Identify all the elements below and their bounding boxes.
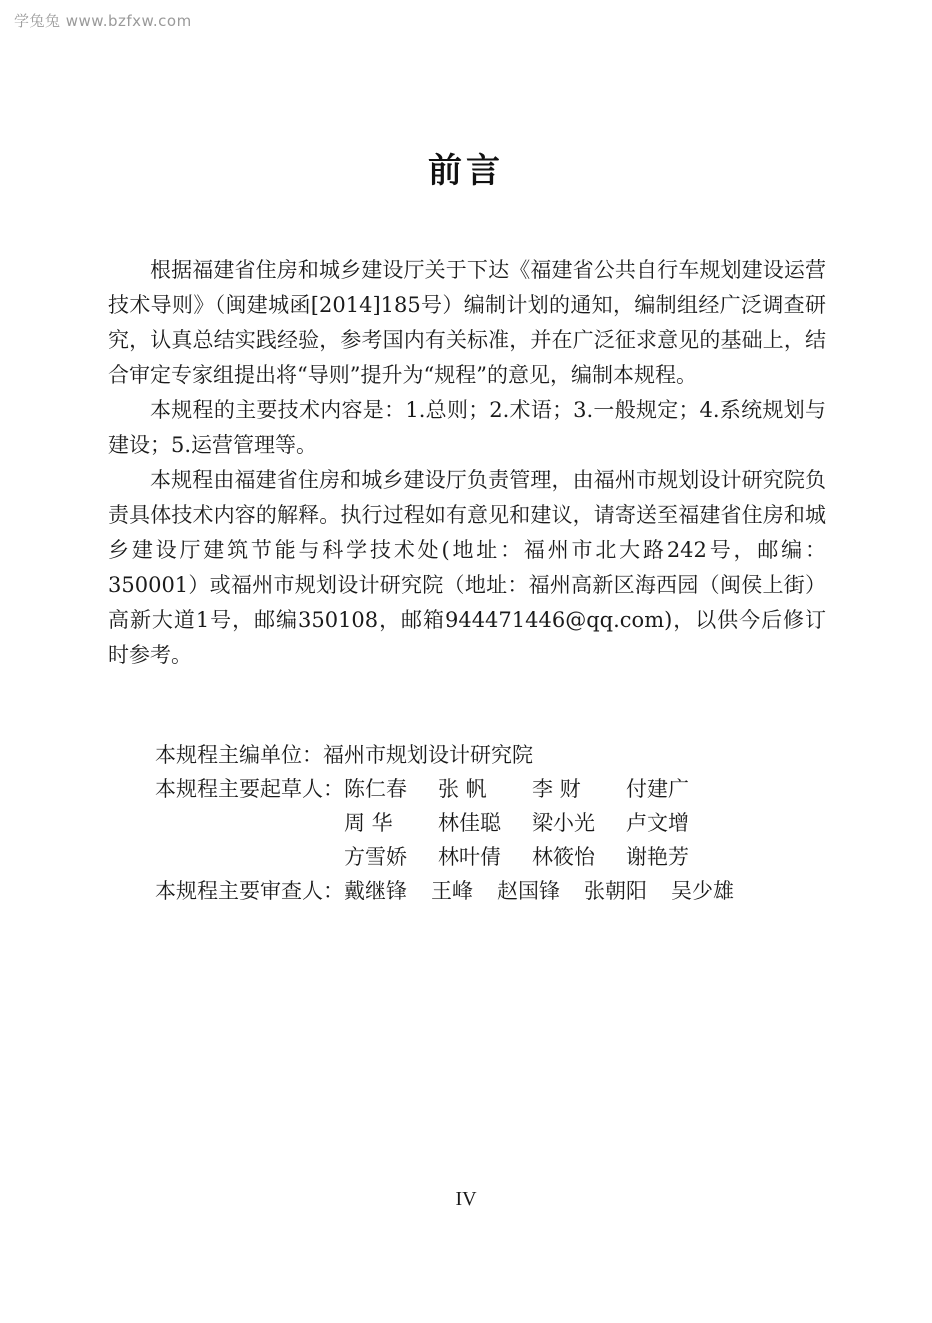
reviewer-name: 张朝阳 xyxy=(584,879,647,903)
paragraph-1: 根据福建省住房和城乡建设厅关于下达《福建省公共自行车规划建设运营技术导则》（闽建城函[2014]185号）编制计划的通知，编制组经广泛调查研究，认真总结实践经验，参考国内有关标准，并在广泛征求意见的基础上，结合审定专家组提出将“导则”提升为“规程”的意见，编制本规程。 xyxy=(108,258,826,387)
reviewer-name: 王峰 xyxy=(431,879,473,903)
drafter-name: 周 华 xyxy=(344,811,393,835)
drafter-name: 林佳聪 xyxy=(438,811,501,835)
drafter-name: 卢文增 xyxy=(626,811,689,835)
drafters-label: 本规程主要起草人： xyxy=(155,777,344,801)
chief-unit-label: 本规程主编单位： xyxy=(155,743,323,767)
drafter-name: 陈仁春 xyxy=(344,777,407,801)
drafter-name: 谢艳芳 xyxy=(626,845,689,869)
watermark-text: 学兔兔 www.bzfxw.com xyxy=(14,12,192,30)
reviewers-row xyxy=(155,874,835,908)
reviewers-label: 本规程主要审查人： xyxy=(155,879,344,903)
credits-section xyxy=(155,738,835,908)
drafter-name: 张 帆 xyxy=(438,777,487,801)
preface-body xyxy=(108,253,826,673)
drafter-name: 林筱怡 xyxy=(532,845,595,869)
paragraph-2: 本规程的主要技术内容是：1.总则；2.术语；3.一般规定；4.系统规划与建设；5.运营管理等。 xyxy=(108,398,826,457)
drafter-name: 林叶倩 xyxy=(438,845,501,869)
drafter-name: 李 财 xyxy=(532,777,581,801)
chief-unit-value: 福州市规划设计研究院 xyxy=(323,743,533,767)
reviewer-name: 吴少雄 xyxy=(671,879,734,903)
drafters-list xyxy=(344,772,804,874)
drafters-row xyxy=(155,772,835,874)
drafter-name: 梁小光 xyxy=(532,811,595,835)
reviewers-list xyxy=(344,874,804,908)
reviewer-name: 赵国锋 xyxy=(497,879,560,903)
page-number: IV xyxy=(455,1188,477,1210)
drafter-name: 付建广 xyxy=(626,777,689,801)
drafter-name: 方雪娇 xyxy=(344,845,407,869)
chief-unit-row xyxy=(155,738,835,772)
reviewer-name: 戴继锋 xyxy=(344,879,407,903)
page-title: 前言 xyxy=(428,151,504,191)
paragraph-3: 本规程由福建省住房和城乡建设厅负责管理，由福州市规划设计研究院负责具体技术内容的解释。执行过程如有意见和建议，请寄送至福建省住房和城乡建设厅建筑节能与科学技术处(地址：福州市北大路242号，邮编：350001）或福州市规划设计研究院（地址：福州高新区海西园（闽侯上街）高新大道1号，邮编350108，邮箱944471446@qq.com)，以供今后修订时参考。 xyxy=(108,468,826,667)
